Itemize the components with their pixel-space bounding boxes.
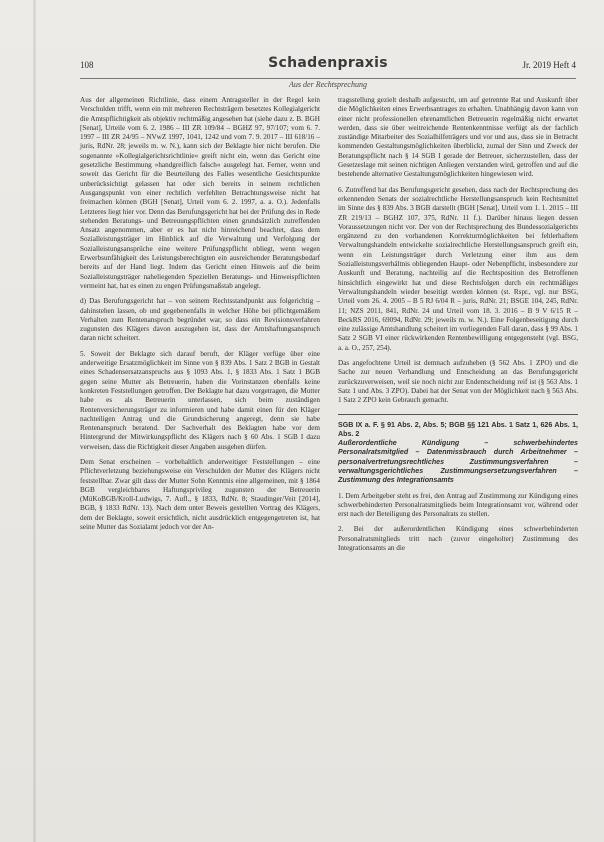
headnote-paragraph: 1. Dem Arbeitgeber steht es frei, den Antrag auf Zustimmung zur Kündigung eines schwerbehinderten Personalratsmitglieds beim Integrationsamt vor, während oder erst nach der Beteiligung des Personalrats zu stellen. [338,491,578,519]
divider [338,414,578,415]
paragraph: 6. Zutreffend hat das Berufungsgericht gesehen, dass nach der Rechtsprechung des erkennenden Senats der sozialrechtliche Herstellungsanspruch kein Rechtsmittel im Sinne des § 839 Abs. 3 BGB darstellt (BGH [Senat], Urteil vom 1. 1. 2015 – III ZR 219/13 – BGHZ 107, 375, RdNr. 11 f.). Darüber hinaus liegen dessen Voraussetzungen nicht vor. Der von der Rechtsprechung des Bundessozialgerichts ergänzend zu den vorhandenen Korrekturmöglichkeiten bei fehlerhaftem Verwaltungshandeln entwickelte sozialrechtliche Herstellungsanspruch greift ein, wenn ein Leistungsträger durch Verletzung einer ihm aus dem Sozialleistungsverhältnis obliegenden Haupt- oder Nebenpflicht, insbesondere zur Auskunft und Beratung, nachteilig auf die Rechtsposition des Betroffenen hinsichtlich eingewirkt hat und diese Rechtsfolgen durch ein rechtmäßiges Verwaltungshandeln wieder beseitigt werden können (st. Rspr., vgl. nur BSG, Urteil vom 26. 4. 2005 – B 5 RJ 6/04 R – juris, RdNr. 21; BSGE 104, 245, RdNr. 11; NZS 2011, 841, RdNr. 24 und Urteil vom 18. 3. 2016 – B 9 V 6/15 R – BeckRS 2016, 69094, RdNr. 29; jeweils m. w. N.). Eine Folgenbeseitigung durch eine zulässige Amtshandlung scheitert im vorliegenden Fall daran, dass § 99 Abs. 1 Satz 2 SGB VI einer rückwirkenden Rentenbewilligung entgegensteht (vgl. BSG, a. a. O., 257, 254). [338,185,578,352]
section-title: Aus der Rechtsprechung [289,80,367,89]
paragraph: 5. Soweit der Beklagte sich darauf beruft, der Kläger verfüge über eine anderweitige Ersatzmöglichkeit im Sinne von § 839 Abs. 1 Satz 2 BGB in Gestalt eines Schadensersatzanspruchs aus § 1093 Abs. 1, § 1833 Abs. 1 Satz 1 BGB gegen seine Mutter als Betreuerin, haben die Vorinstanzen ebenfalls keine konkreten Feststellungen getroffen. Der Beklagte hat dazu vorgetragen, die Mutter habe es als Betreuerin unterlassen, sich beim zuständigen Rentenversicherungsträger zu informieren und habe damit einen für den Kläger nachteiligen Antrag und die Grundsicherung angeregt, denn sie habe Rentenanspruch beratend. Der Sachverhalt des Beklagten habe vor dem Hintergrund der Mitwirkungspflicht des Klägers nach § 60 Abs. 1 SGB I dazu verweisen, dass die Richtigkeit dieser Angaben ausgehen dürfen. [80,349,320,451]
right-column [338,96,578,559]
decision-headline: Außerordentliche Kündigung – schwerbehindertes Personalratsmitglied – Datenmissbrauch durch Arbeitnehmer – personalvertretungsrechtliches Zustimmungsverfahren – verwaltungsgerichtliches Zustimmungsersetzungsverfahren – Zustimmung des Integrationsamts [338,439,578,485]
decision-citation: SGB IX a. F. § 91 Abs. 2, Abs. 5; BGB §§ 121 Abs. 1 Satz 1, 626 Abs. 1, Abs. 2 [338,420,578,438]
paragraph: Das angefochtene Urteil ist demnach aufzuheben (§ 562 Abs. 1 ZPO) und die Sache zur neuen Verhandlung und Entscheidung an das Berufungsgericht zurückzuverweisen, weil sie noch nicht zur Endentscheidung reif ist (§ 563 Abs. 1 Satz 1 und Abs. 3 ZPO). Dabei hat der Senat von der Möglichkeit nach § 563 Abs. 1 Satz 2 ZPO kein Gebrauch gemacht. [338,359,578,405]
paragraph: Dem Senat erscheinen – vorbehaltlich anderweitiger Feststellungen – eine Pflichtverletzung beziehungsweise ein Verschulden der Mutter des Klägers nicht feststellbar. Zwar gilt dass der Mutter Sohn Kenntnis eine allgemeinen, mit § 1864 BGB vergleichbares Haftungsprivileg zugunsten der Betreuerin (MüKoBGB/Kroll-Ludwigs, 7. Aufl., § 1833, RdNr. 8; Staudinger/Veit [2014], BGB, § 1833 RdNr. 13). Nach dem unter Beweis gestellten Vortrag des Klägers, dem der Beklagte, soweit ersichtlich, nicht ausdrücklich entgegengetreten ist, hat seine Mutter das Sozialamt jedoch vor der An- [80,457,320,532]
journal-title: Schadenpraxis [268,55,388,71]
paragraph: d) Das Berufungsgericht hat – von seinem Rechtsstandpunkt aus folgerichtig – dahinstehen lassen, ob und gegebenenfalls in welcher Höhe bei pflichtgemäßem Verhalten zum Rentenanspruch begründet war, so dass ein Revisionsverfahren zugunsten des Klägers davon auszugehen ist, dass der Amtshaftungsanspruch daran nicht scheitert. [80,297,320,343]
headnote-paragraph: 2. Bei der außerordentlichen Kündigung eines schwerbehinderten Personalratsmitglieds tritt nach (zuvor eingeholter) Zustimmung des Integrationsamts an die [338,525,578,553]
paragraph: Aus der allgemeinen Richtlinie, dass einem Antragsteller in der Regel kein Verschulden trifft, wenn ein mit mehreren Rechtsträgern besetztes Kollegialgericht die Amtspflichtigkeit als objektiv rechtmäßig angesehen hat (siehe dazu z. B. BGH [Senat], Urteile vom 6. 2. 1986 – III ZR 109/84 – BGHZ 97, 97/107; vom 6. 7. 1997 – III ZR 24/95 – NVwZ 1997, 1041, 1242 und vom 7. 9. 2017 – III 618/16 – juris, RdNr. 28; jeweils m. w. N.), kann sich der Beklagte hier nicht berufen. Die sogenannte »Kollegialgerichtsrichtlinie« greift nicht ein, wenn das Gericht eine gesetzliche Bestimmung »handgreiflich falsch« ausgelegt hat. Ferner, wenn und soweit das Gericht für die Beurteilung des Falles wesentliche Gesichtspunkte unberücksichtigt gelassen hat oder sich bereits in seinem rechtlichen Ausgangspunkt von einer rechtlich verfehlten Betrachtungsweise nicht hat freimachen können (BGH [Senat], Urteil vom 6. 2. 1997, a. a. O.). Jedenfalls Letzteres liegt hier vor. Denn das Berufungsgericht hat bei der Prüfung des in Rede stehenden Beratungs- und Betreuungspflichten einen grundsätzlich zutreffenden Ansatz angenommen, aber er es hat nicht hinreichend beachtet, dass dem Sozialleistungsträger im Hinblick auf die Verwaltung und Verfolgung der Sozialleistungsansprüche eine weitere Prüfungspflicht obliegt, wenn wegen Erwerbsunfähigkeit des Leistungsberechtigten ein ausreichender Beratungsbedarf bereits auf der Hand liegt. Indem das Gericht einen Hinweis auf die beim Sozialleistungsträger naheliegenden Speziellen Beratungs- und Hinweispflichten vermeint hat, hat es einen zu engen Prüfungsmaßstab angelegt. [80,96,320,290]
page-number: 108 [80,60,94,70]
issue-label: Jr. 2019 Heft 4 [522,60,576,70]
page-header [80,56,576,79]
binding-shadow [33,0,36,842]
left-column [80,96,320,538]
paragraph: tragsstellung gezielt deshalb aufgesucht, um auf getrennte Rat und Auskunft über die Möglichkeiten eines Erwerbsantrages zu erhalten. Unabhängig davon kann von einer nicht professionellen ehrenamtlichen Betreuerin regelmäßig nicht erwartet werden, dass sie über weitreichende Rentenkenntnisse verfügt als der fachlich zuständige Mitarbeiter des Sozialhilfeträgers und vor und aus, dass sie in Betracht kommenden Gestaltungsmöglichkeiten überblickt, zumal der Sinn und Zweck der Beratungspflicht nach § 14 SGB I gerade der Betreuer, sicherzustellen, dass der Gesetzeslage mit seinen nichtigen Anliegen verstanden wird, getroffen und auf die bestehende alternative Gestaltungsmöglichkeiten hingewiesen wird. [338,96,578,179]
